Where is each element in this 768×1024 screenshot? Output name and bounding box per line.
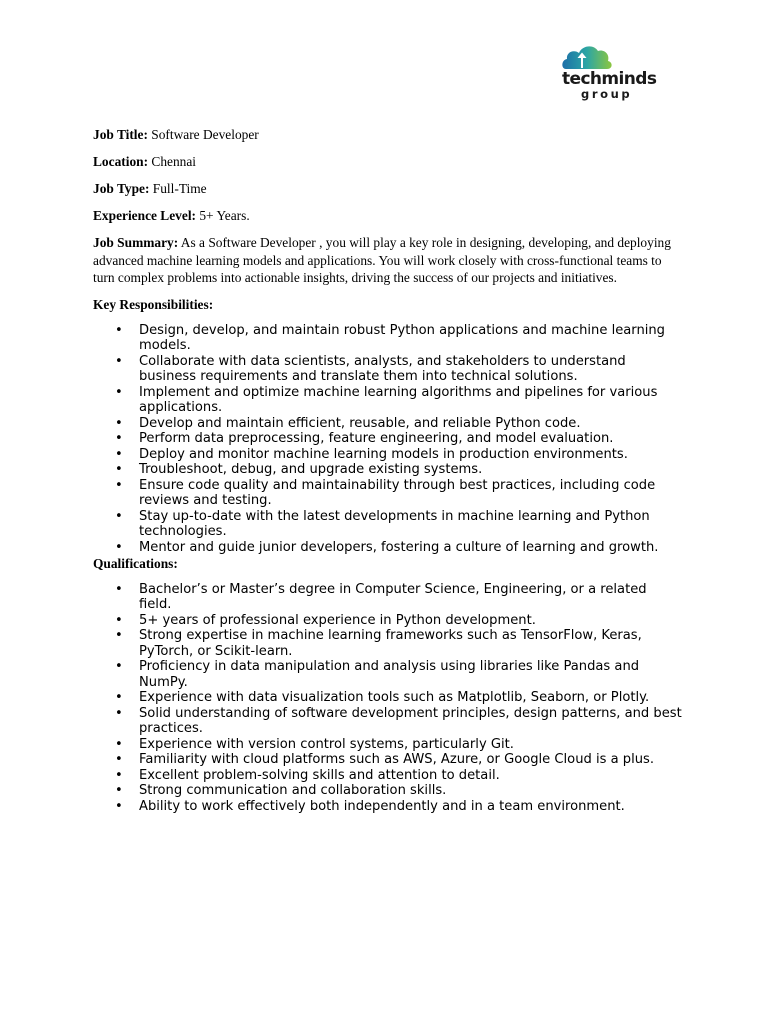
bullet-icon: • bbox=[115, 539, 123, 555]
list-item bbox=[93, 706, 683, 737]
bullet-icon: • bbox=[115, 612, 123, 628]
job-summary-label: Job Summary: bbox=[93, 235, 179, 250]
list-item bbox=[93, 354, 683, 385]
list-item-text: Familiarity with cloud platforms such as AWS, Azure, or Google Cloud is a plus. bbox=[139, 752, 655, 767]
bullet-icon: • bbox=[115, 783, 123, 798]
job-description bbox=[93, 126, 683, 814]
job-summary-text: As a Software Developer , you will play a key role in designing, developing, and deploying advanced machine learning models and applications. You will work closely with cross-functional teams to turn complex problems into actionable insights, driving the success of our projects and initiatives. bbox=[93, 235, 671, 285]
list-item bbox=[93, 478, 683, 509]
experience-label: Experience Level: bbox=[93, 208, 196, 223]
list-item-text: Ability to work effectively both independently and in a team environment. bbox=[139, 798, 625, 814]
bullet-icon: • bbox=[115, 384, 123, 400]
cloud-upload-icon bbox=[560, 42, 660, 72]
qualifications-heading: Qualifications: bbox=[93, 556, 178, 571]
bullet-icon: • bbox=[115, 462, 123, 477]
list-item-text: Mentor and guide junior developers, fostering a culture of learning and growth. bbox=[139, 539, 659, 555]
list-item bbox=[93, 509, 683, 540]
location-value: Chennai bbox=[148, 154, 197, 169]
list-item bbox=[93, 582, 683, 613]
qualifications-list bbox=[93, 582, 683, 815]
job-type-label: Job Type: bbox=[93, 181, 150, 196]
bullet-icon: • bbox=[115, 705, 123, 721]
company-logo bbox=[560, 42, 660, 102]
list-item-text: Develop and maintain efficient, reusable, and reliable Python code. bbox=[139, 415, 581, 431]
list-item bbox=[93, 628, 683, 659]
list-item-text: Strong expertise in machine learning frameworks such as TensorFlow, Keras, PyTorch, or Scikit-learn. bbox=[139, 628, 642, 659]
job-summary bbox=[93, 234, 683, 287]
list-item-text: Deploy and monitor machine learning models in production environments. bbox=[139, 446, 628, 462]
logo-wordmark: techminds bbox=[562, 69, 657, 89]
bullet-icon: • bbox=[115, 767, 123, 783]
list-item bbox=[93, 416, 683, 432]
list-item bbox=[93, 690, 683, 706]
bullet-icon: • bbox=[115, 659, 123, 674]
bullet-icon: • bbox=[115, 690, 123, 705]
bullet-icon: • bbox=[115, 477, 123, 493]
list-item-text: Solid understanding of software development principles, design patterns, and best practices. bbox=[139, 705, 682, 736]
responsibilities-heading: Key Responsibilities: bbox=[93, 297, 214, 312]
bullet-icon: • bbox=[115, 353, 123, 369]
list-item-text: 5+ years of professional experience in Python development. bbox=[139, 612, 536, 628]
list-item bbox=[93, 447, 683, 463]
list-item bbox=[93, 431, 683, 447]
logo-subtitle: group bbox=[581, 87, 633, 101]
list-item-text: Design, develop, and maintain robust Python applications and machine learning models. bbox=[139, 322, 665, 353]
bullet-icon: • bbox=[115, 508, 123, 524]
bullet-icon: • bbox=[115, 752, 123, 767]
list-item-text: Implement and optimize machine learning algorithms and pipelines for various applications. bbox=[139, 384, 658, 415]
list-item-text: Troubleshoot, debug, and upgrade existing systems. bbox=[139, 462, 483, 477]
location-line bbox=[93, 153, 683, 171]
list-item-text: Experience with data visualization tools such as Matplotlib, Seaborn, or Plotly. bbox=[139, 690, 650, 705]
list-item-text: Ensure code quality and maintainability through best practices, including code reviews and testing. bbox=[139, 477, 656, 508]
list-item-text: Collaborate with data scientists, analysts, and stakeholders to understand business requirements and translate them into technical solutions. bbox=[139, 353, 626, 384]
list-item-text: Strong communication and collaboration skills. bbox=[139, 783, 447, 798]
experience-value: 5+ Years. bbox=[196, 208, 250, 223]
list-item bbox=[93, 799, 683, 815]
job-type-line bbox=[93, 180, 683, 198]
list-item bbox=[93, 737, 683, 753]
responsibilities-list bbox=[93, 323, 683, 556]
bullet-icon: • bbox=[115, 431, 123, 446]
job-title-value: Software Developer bbox=[147, 127, 259, 142]
list-item bbox=[93, 613, 683, 629]
list-item bbox=[93, 323, 683, 354]
bullet-icon: • bbox=[115, 798, 123, 814]
list-item-text: Bachelor’s or Master’s degree in Computer Science, Engineering, or a related field. bbox=[139, 581, 647, 612]
job-title-line bbox=[93, 126, 683, 144]
list-item-text: Stay up-to-date with the latest developments in machine learning and Python technologies. bbox=[139, 508, 650, 539]
list-item bbox=[93, 659, 683, 690]
bullet-icon: • bbox=[115, 581, 123, 597]
list-item-text: Proficiency in data manipulation and analysis using libraries like Pandas and NumPy. bbox=[139, 659, 640, 690]
job-type-value: Full-Time bbox=[149, 181, 207, 196]
list-item bbox=[93, 752, 683, 768]
list-item bbox=[93, 783, 683, 799]
experience-line bbox=[93, 207, 683, 225]
list-item bbox=[93, 540, 683, 556]
bullet-icon: • bbox=[115, 628, 123, 643]
list-item-text: Experience with version control systems, particularly Git. bbox=[139, 736, 514, 752]
list-item-text: Excellent problem-solving skills and attention to detail. bbox=[139, 767, 500, 783]
bullet-icon: • bbox=[115, 736, 123, 752]
bullet-icon: • bbox=[115, 446, 123, 462]
list-item bbox=[93, 385, 683, 416]
bullet-icon: • bbox=[115, 322, 123, 338]
bullet-icon: • bbox=[115, 415, 123, 431]
location-label: Location: bbox=[93, 154, 149, 169]
list-item-text: Perform data preprocessing, feature engineering, and model evaluation. bbox=[139, 431, 614, 446]
job-title-label: Job Title: bbox=[93, 127, 148, 142]
list-item bbox=[93, 462, 683, 478]
list-item bbox=[93, 768, 683, 784]
